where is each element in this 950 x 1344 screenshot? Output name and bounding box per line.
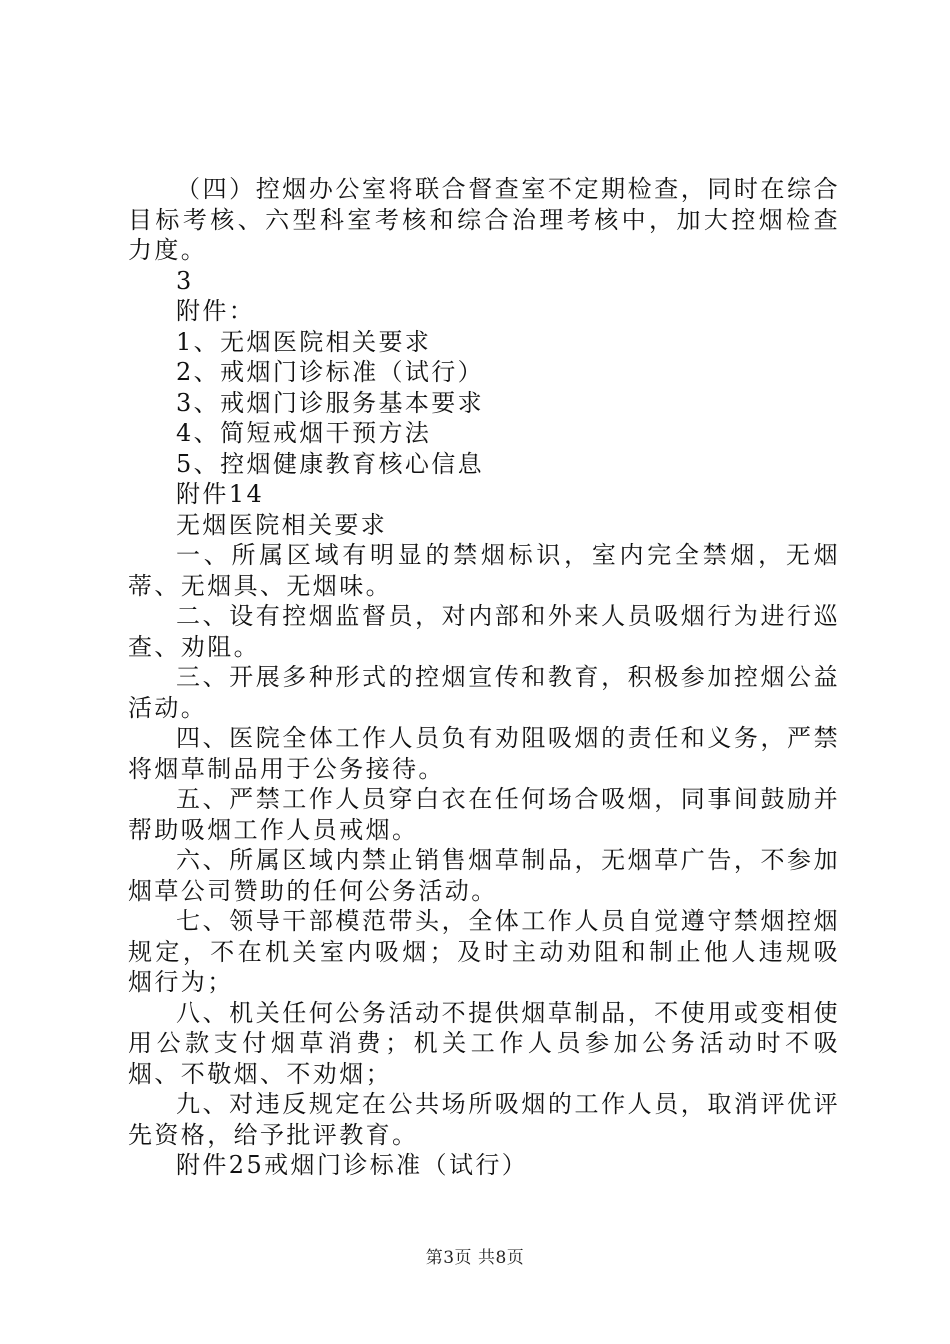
attachments-heading: 附件：	[176, 297, 256, 325]
requirement-paragraph: 四、医院全体工作人员负有劝阻吸烟的责任和义务，严禁将烟草制品用于公务接待。	[128, 724, 840, 783]
requirement-paragraph: 六、所属区域内禁止销售烟草制品，无烟草广告，不参加烟草公司赞助的任何公务活动。	[128, 846, 840, 905]
attachment-list-item: 3、戒烟门诊服务基本要求	[176, 388, 485, 417]
requirement-paragraph: 五、严禁工作人员穿白衣在任何场合吸烟，同事间鼓励并帮助吸烟工作人员戒烟。	[128, 785, 840, 844]
requirement-paragraph: 七、领导干部模范带头，全体工作人员自觉遵守禁烟控烟规定，不在机关室内吸烟；及时主动劝阻和制止他人违规吸烟行为；	[128, 907, 840, 996]
attachment1-title: 无烟医院相关要求	[176, 510, 388, 539]
document-body	[128, 174, 840, 1181]
requirement-paragraph: 八、机关任何公务活动不提供烟草制品，不使用或变相使用公款支付烟草消费；机关工作人员参加公务活动时不吸烟、不敬烟、不劝烟；	[128, 998, 840, 1088]
requirement-paragraph: 九、对违反规定在公共场所吸烟的工作人员，取消评优评先资格，给予批评教育。	[128, 1090, 840, 1149]
page-footer: 第3页 共8页	[425, 1248, 525, 1268]
attachment-list-item: 1、无烟医院相关要求	[176, 327, 432, 356]
requirement-paragraph: 二、设有控烟监督员，对内部和外来人员吸烟行为进行巡查、劝阻。	[128, 602, 840, 661]
attachment-list-item: 5、控烟健康教育核心信息	[176, 449, 485, 478]
paragraph-inspection: （四）控烟办公室将联合督查室不定期检查，同时在综合目标考核、六型科室考核和综合治理考核中，加大控烟检查力度。	[128, 175, 840, 264]
attachment-list-item: 2、戒烟门诊标准（试行）	[176, 358, 485, 386]
attachment2-label: 附件25戒烟门诊标准（试行）	[176, 1151, 529, 1179]
page-number-mark: 3	[176, 266, 194, 295]
requirement-paragraph: 三、开展多种形式的控烟宣传和教育，积极参加控烟公益活动。	[128, 663, 840, 722]
attachment-list-item: 4、简短戒烟干预方法	[176, 419, 432, 447]
requirement-paragraph: 一、所属区域有明显的禁烟标识，室内完全禁烟，无烟蒂、无烟具、无烟味。	[128, 541, 840, 600]
attachment1-label: 附件14	[176, 480, 265, 508]
